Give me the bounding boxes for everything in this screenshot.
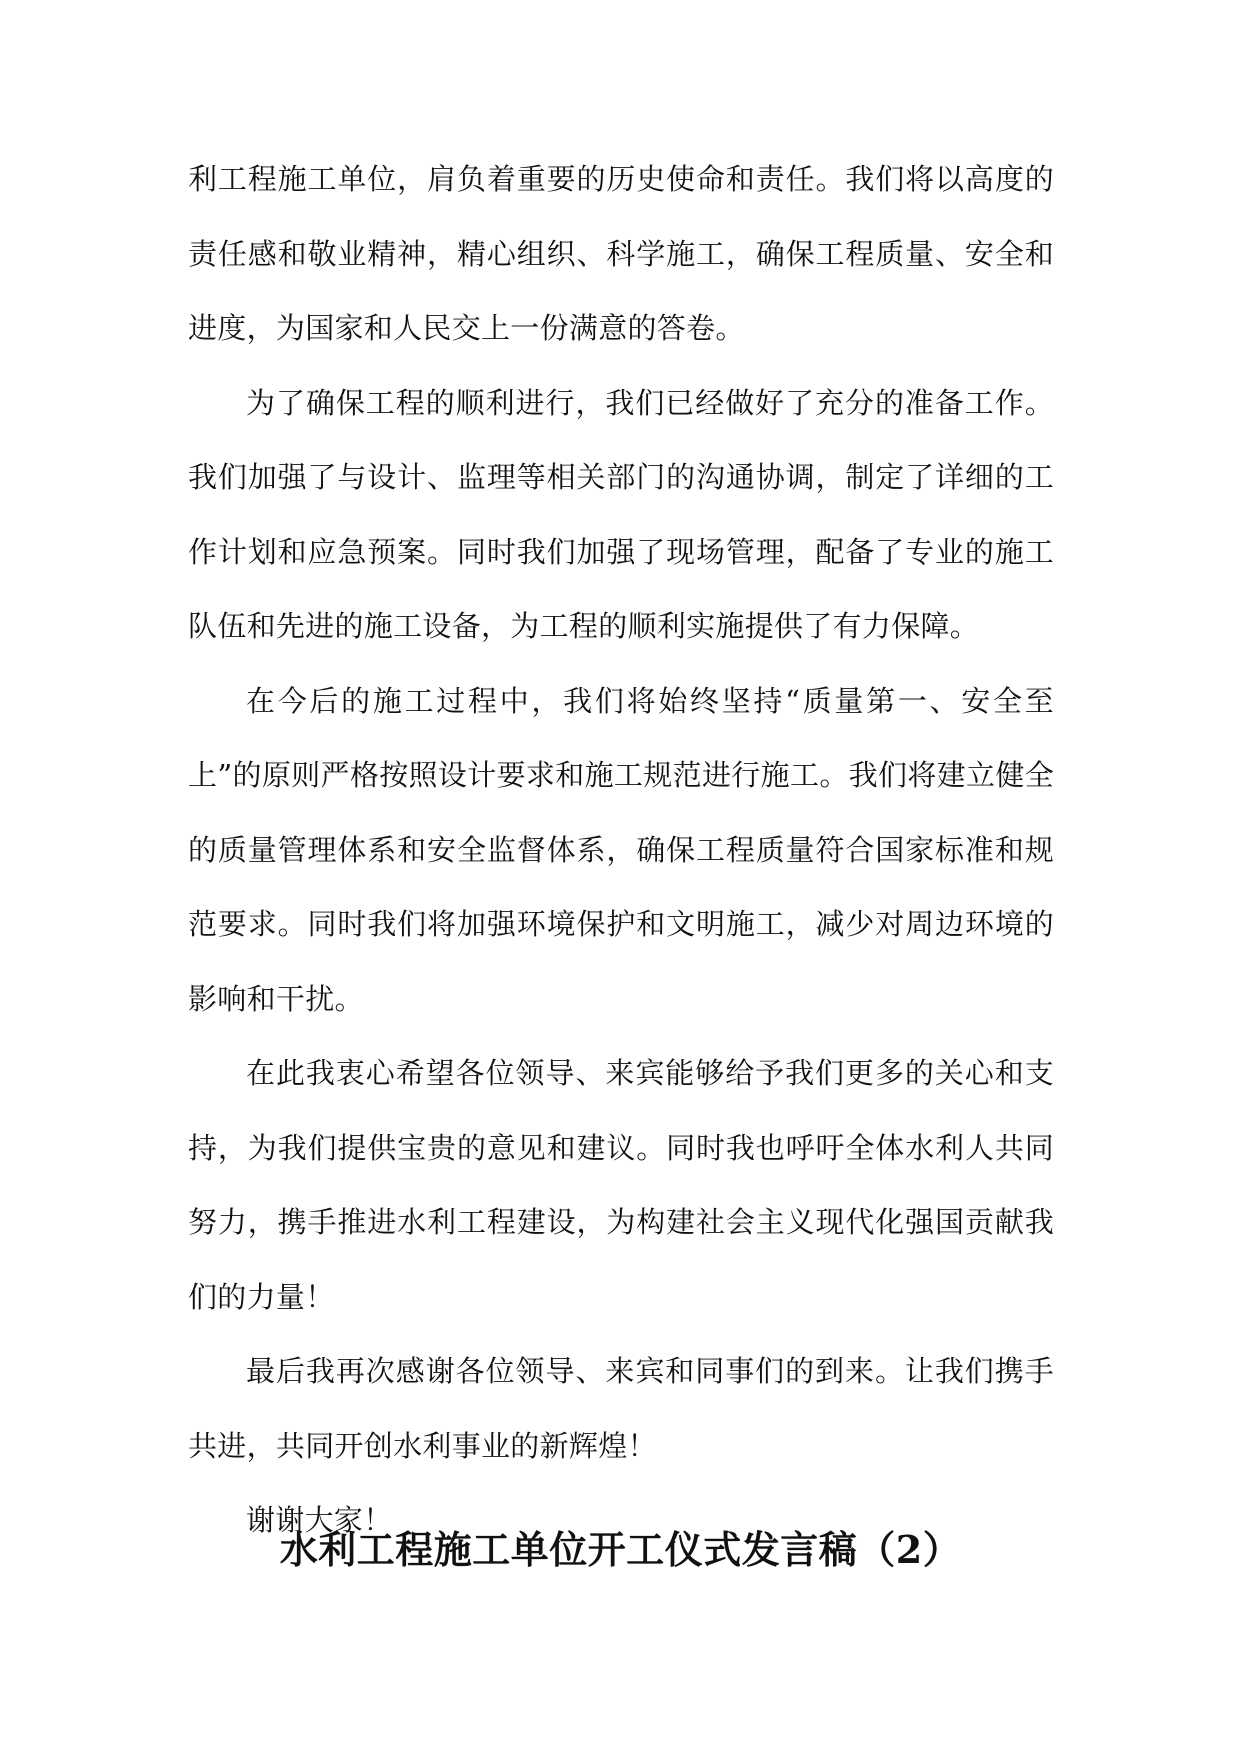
document-body	[188, 142, 1054, 1558]
paragraph-thanks: 最后我再次感谢各位领导、来宾和同事们的到来。让我们携手共进，共同开创水利事业的新辉煌！	[188, 1354, 1054, 1463]
paragraph-continuation: 利工程施工单位，肩负着重要的历史使命和责任。我们将以高度的责任感和敬业精神，精心组织、科学施工，确保工程质量、安全和进度，为国家和人民交上一份满意的答卷。	[188, 162, 1054, 345]
paragraph-closing: 谢谢大家！	[246, 1503, 393, 1537]
paragraph-preparation: 为了确保工程的顺利进行，我们已经做好了充分的准备工作。我们加强了与设计、监理等相关部门的沟通协调，制定了详细的工作计划和应急预案。同时我们加强了现场管理，配备了专业的施工队伍和先进的施工设备，为工程的顺利实施提供了有力保障。	[188, 385, 1054, 643]
section-title: 水利工程施工单位开工仪式发言稿（2）	[279, 1527, 962, 1572]
paragraph-appeal: 在此我衷心希望各位领导、来宾能够给予我们更多的关心和支持，为我们提供宝贵的意见和建议。同时我也呼吁全体水利人共同努力，携手推进水利工程建设，为构建社会主义现代化强国贡献我们的力量！	[188, 1056, 1054, 1314]
paragraph-quality-principle: 在今后的施工过程中，我们将始终坚持“质量第一、安全至上”的原则严格按照设计要求和施工规范进行施工。我们将建立健全的质量管理体系和安全监督体系，确保工程质量符合国家标准和规范要求。同时我们将加强环境保护和文明施工，减少对周边环境的影响和干扰。	[188, 683, 1054, 1016]
